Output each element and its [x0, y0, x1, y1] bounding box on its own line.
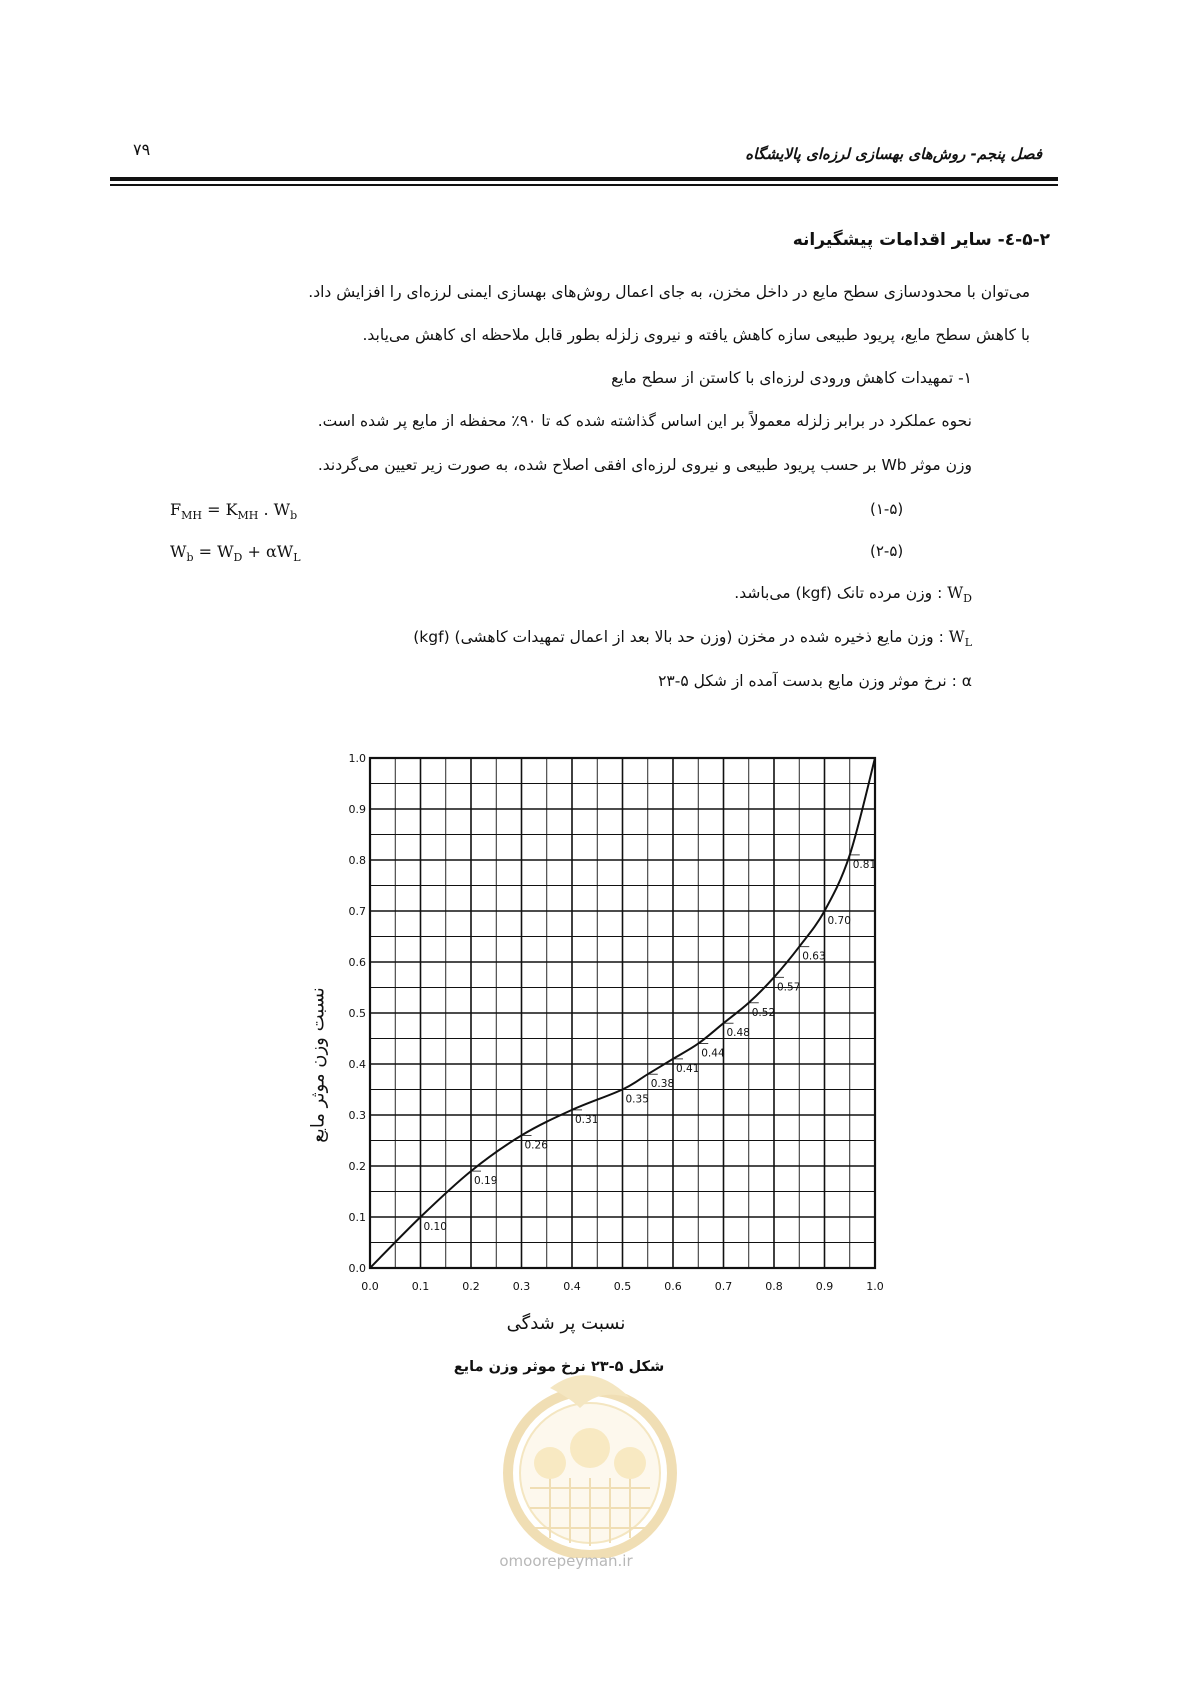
point-label: 0.81 — [852, 858, 877, 871]
point-label: 0.35 — [625, 1093, 649, 1106]
equation-number: (۱-۵) — [870, 500, 904, 518]
y-tick-label: 0.4 — [348, 1058, 366, 1071]
chart-x-axis-label: نسبت پر شدگی — [506, 1313, 626, 1334]
x-tick-label: 0.6 — [664, 1280, 682, 1293]
point-label: 0.44 — [701, 1047, 725, 1060]
header-rule — [110, 177, 1058, 181]
point-label: 0.63 — [802, 950, 826, 963]
y-tick-label: 0.1 — [348, 1211, 366, 1224]
definition-wl — [413, 628, 972, 649]
y-tick-label: 0.0 — [348, 1262, 366, 1275]
equation-1: $F_{MH} = K_{MH}$ . $W_b$ — [170, 500, 298, 523]
header-rule-thin — [110, 184, 1058, 186]
point-label: 0.48 — [726, 1027, 750, 1040]
list-item-heading: ۱- تمهیدات کاهش ورودی لرزه‌ای با کاستن از سطح مایع — [611, 369, 972, 387]
y-tick-label: 0.9 — [348, 803, 366, 816]
x-tick-label: 0.4 — [563, 1280, 581, 1293]
definition-wd — [734, 584, 972, 605]
x-tick-label: 0.2 — [462, 1280, 480, 1293]
definition-symbol: $W_L$ — [948, 628, 972, 650]
x-tick-label: 0.1 — [411, 1280, 430, 1293]
point-label: 0.19 — [474, 1175, 498, 1188]
running-header: فصل پنجم- روش‌های بهسازی لرزه‌ای پالایشگاه — [745, 145, 1042, 163]
definition-text: : وزن مرده تانک (kgf) می‌باشد. — [734, 584, 943, 602]
y-tick-label: 0.6 — [348, 956, 366, 969]
figure-caption: شکل ۵-۲۳ نرخ موثر وزن مایع — [453, 1359, 665, 1375]
x-tick-label: 0.3 — [512, 1280, 531, 1293]
definition-symbol: α — [961, 672, 972, 690]
y-tick-label: 0.2 — [348, 1160, 366, 1173]
y-tick-label: 0.3 — [348, 1109, 366, 1122]
y-tick-label: 1.0 — [348, 752, 366, 765]
x-tick-label: 0.9 — [815, 1280, 834, 1293]
definition-alpha — [658, 672, 972, 690]
equation-2: $W_b = W_D + \alpha W_L$ — [170, 542, 301, 565]
definition-text: : وزن مایع ذخیره شده در مخزن (وزن حد بالا بعد از اعمال تمهیدات کاهشی) (kgf) — [413, 628, 944, 646]
definition-text: : نرخ موثر وزن مایع بدست آمده از شکل ۵-۲۳ — [658, 672, 957, 690]
y-tick-label: 0.7 — [348, 905, 366, 918]
chart-y-axis-label: نسبت وزن موثر مایع — [307, 987, 329, 1143]
watermark-logo — [490, 1368, 690, 1558]
paragraph: با کاهش سطح مایع، پریود طبیعی سازه کاهش یافته و نیروی زلزله بطور قابل ملاحظه ای کاهش می‌یابد. — [362, 326, 1030, 344]
page-number: ۷۹ — [133, 140, 151, 159]
point-label: 0.38 — [650, 1078, 675, 1091]
paragraph: نحوه عملکرد در برابر زلزله معمولاً بر این اساس گذاشته شده که تا ۹۰٪ محفظه از مایع پر شده است. — [317, 412, 972, 430]
effective-weight-chart — [340, 748, 900, 1308]
watermark-url: omoorepeyman.ir — [499, 1552, 633, 1570]
point-label: 0.57 — [777, 981, 801, 994]
point-label: 0.41 — [676, 1062, 700, 1075]
point-label: 0.52 — [751, 1006, 776, 1019]
x-tick-label: 0.7 — [714, 1280, 733, 1293]
definition-symbol: $W_D$ — [947, 584, 972, 606]
y-tick-label: 0.5 — [348, 1007, 366, 1020]
section-heading: ۵-۲-٤- سایر اقدامات پیشگیرانه — [792, 230, 1050, 250]
x-tick-label: 0.5 — [613, 1280, 632, 1293]
point-label: 0.31 — [575, 1113, 599, 1126]
point-label: 0.26 — [524, 1139, 548, 1152]
x-tick-label: 1.0 — [866, 1280, 884, 1293]
point-label: 0.10 — [423, 1221, 447, 1233]
point-label: 0.70 — [827, 915, 851, 927]
paragraph: می‌توان با محدودسازی سطح مایع در داخل مخزن، به جای اعمال روش‌های بهسازی ایمنی لرزه‌ای را افزایش داد. — [308, 283, 1030, 301]
x-tick-label: 0.0 — [361, 1280, 379, 1293]
y-tick-label: 0.8 — [348, 854, 366, 867]
paragraph: وزن موثر Wb بر حسب پریود طبیعی و نیروی لرزه‌ای افقی اصلاح شده، به صورت زیر تعیین می‌گردند. — [317, 456, 972, 474]
equation-number: (۲-۵) — [870, 542, 904, 560]
x-tick-label: 0.8 — [765, 1280, 783, 1293]
